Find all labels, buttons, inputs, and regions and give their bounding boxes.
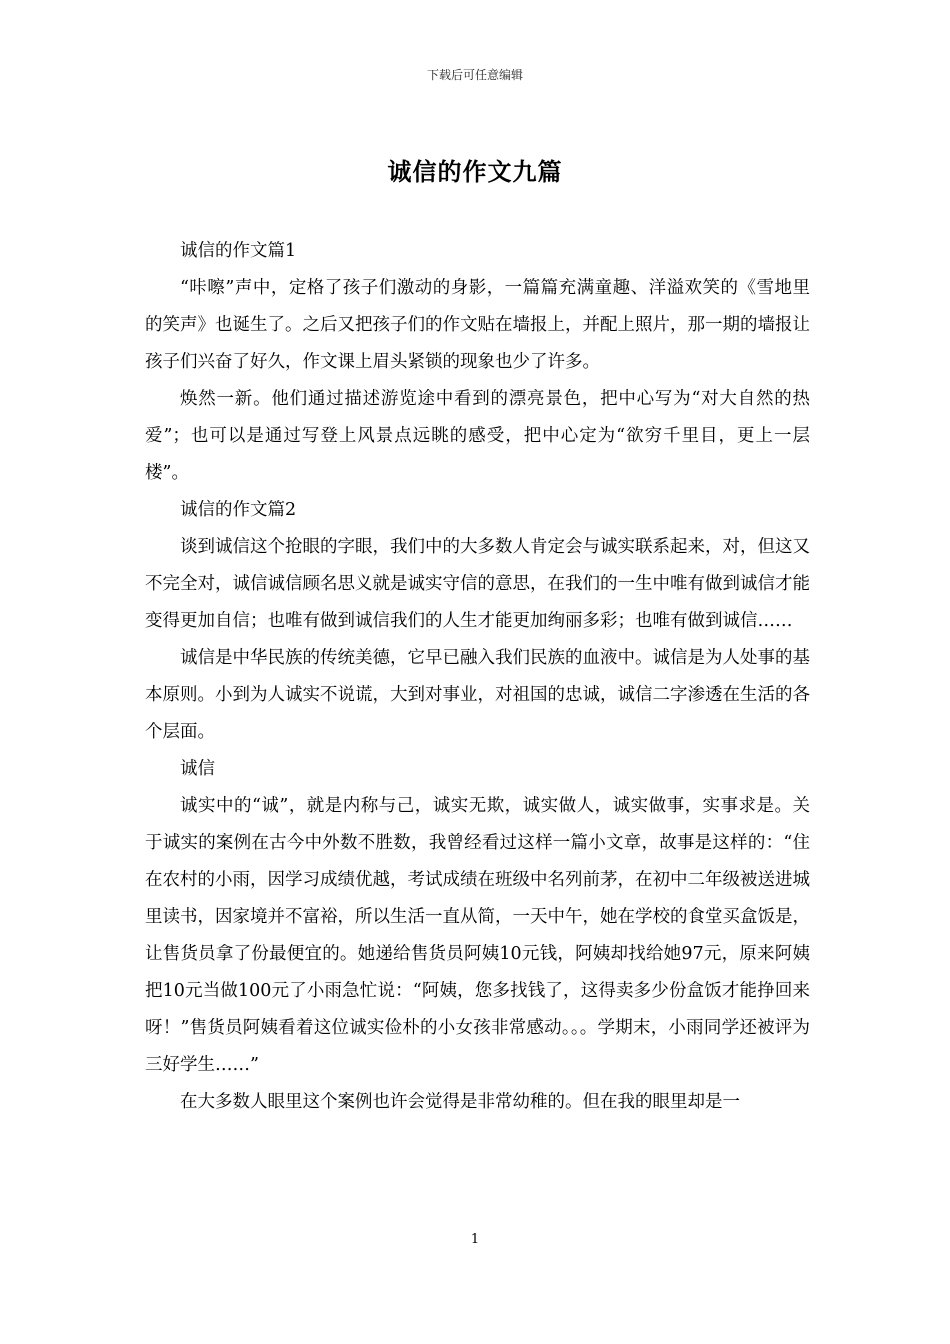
document-title: 诚信的作文九篇: [387, 157, 563, 186]
body-paragraph: 在大多数人眼里这个案例也许会觉得是非常幼稚的。但在我的眼里却是一: [180, 1092, 740, 1112]
body-paragraph: 谈到诚信这个抢眼的字眼，我们中的大多数人肯定会与诚实联系起来，对，但这又不完全对，诚信诚信顾名思义就是诚实守信的意思，在我们的一生中唯有做到诚信才能变得更加自信；也唯有做到诚信我们的人生才能更加绚丽多彩；也唯有做到诚信……: [145, 537, 810, 631]
body-paragraph: 诚信是中华民族的传统美德，它早已融入我们民族的血液中。诚信是为人处事的基本原则。小到为人诚实不说谎，大到对事业，对祖国的忠诚，诚信二字渗透在生活的各个层面。: [145, 648, 810, 742]
page-header: 下载后可任意编辑: [426, 68, 523, 82]
subheading: 诚信: [180, 759, 215, 779]
body-paragraph: “咔嚓”声中，定格了孩子们激动的身影，一篇篇充满童趣、洋溢欢笑的《雪地里的笑声》也诞生了。之后又把孩子们的作文贴在墙报上，并配上照片，那一期的墙报让孩子们兴奋了好久，作文课上眉头紧锁的现象也少了许多。: [145, 278, 810, 372]
section-heading: 诚信的作文篇2: [180, 500, 297, 520]
section-heading: 诚信的作文篇1: [180, 241, 297, 261]
body-paragraph: 诚实中的“诚”，就是内称与己，诚实无欺，诚实做人，诚实做事，实事求是。关于诚实的案例在古今中外数不胜数，我曾经看过这样一篇小文章，故事是这样的：“住在农村的小雨，因学习成绩优越，考试成绩在班级中名列前茅，在初中二年级被送进城里读书，因家境并不富裕，所以生活一直从简，一天中午，她在学校的食堂买盒饭是，让售货员拿了份最便宜的。她递给售货员阿姨10元钱，阿姨却找给她97元，原来阿姨把10元当做100元了小雨急忙说：“阿姨，您多找钱了，这得卖多少份盒饭才能挣回来呀！”售货员阿姨看着这位诚实俭朴的小女孩非常感动。。。学期末，小雨同学还被评为三好学生……”: [145, 796, 810, 1075]
document-body: [145, 233, 810, 1121]
body-paragraph: 焕然一新。他们通过描述游览途中看到的漂亮景色，把中心写为“对大自然的热爱”；也可以是通过写登上风景点远眺的感受，把中心定为“欲穷千里目，更上一层楼”。: [145, 389, 810, 483]
page-number: 1: [470, 1232, 480, 1247]
